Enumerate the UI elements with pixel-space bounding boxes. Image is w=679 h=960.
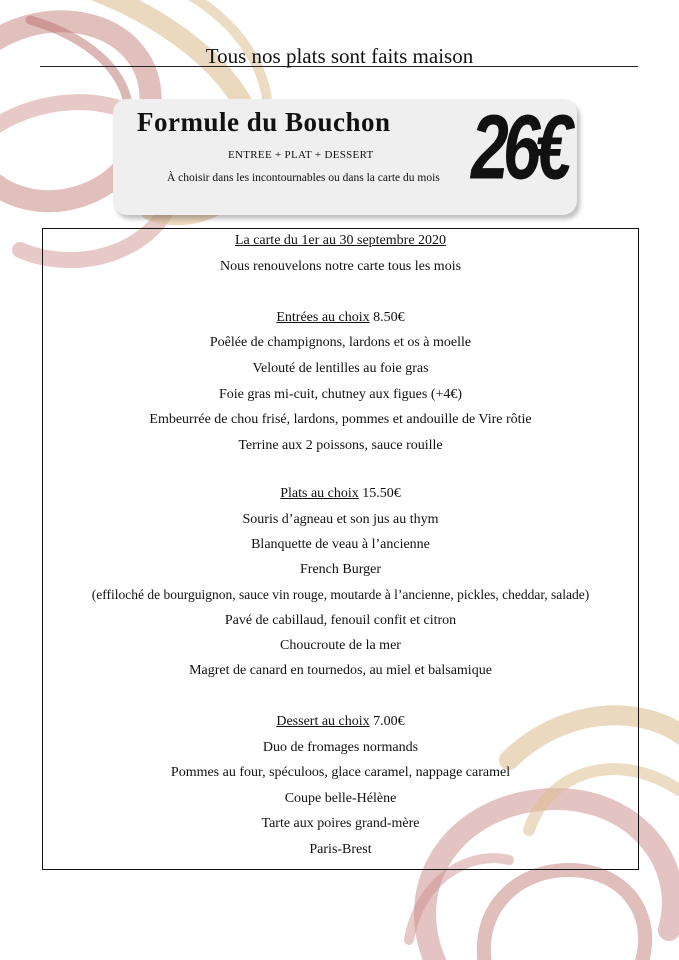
formule-subtitle: ENTREE + PLAT + DESSERT [228,149,374,161]
dessert-item: Paris-Brest [309,842,372,857]
dessert-item: Duo de fromages normands [262,740,419,755]
entree-item: Embeurrée de chou frisé, lardons, pommes et andouille de Vire rôtie [149,412,532,427]
desserts-price: 7.00€ [373,714,405,729]
entrees-heading: Entrées au choix [276,310,370,325]
plats-heading-line [43,485,638,503]
plats-heading: Plats au choix [280,486,359,501]
menu-header: La carte du 1er au 30 septembre 2020 [234,233,447,248]
plat-item: Souris d’agneau et son jus au thym [242,512,439,527]
formule-description: À choisir dans les incontournables ou dans la carte du mois [167,172,440,184]
desserts-heading-line [43,713,638,731]
plat-item: Choucroute de la mer [280,638,401,653]
menu-card [42,228,639,870]
entree-item: Terrine aux 2 poissons, sauce rouille [238,438,443,453]
plat-item: French Burger [300,562,381,577]
dessert-item: Pommes au four, spéculoos, glace caramel, nappage caramel [170,765,511,780]
entree-item: Foie gras mi-cuit, chutney aux figues (+4€) [218,387,463,402]
tagline: Tous nos plats sont faits maison [205,44,474,68]
menu-intro: Nous renouvelons notre carte tous les mois [219,259,462,274]
formule-title: Formule du Bouchon [137,107,391,137]
plat-item-detail: (effiloché de bourguignon, sauce vin rouge, moutarde à l’ancienne, pickles, cheddar, salade) [91,587,590,602]
plat-item: Magret de canard en tournedos, au miel et balsamique [189,663,492,678]
entrees-heading-line [43,309,638,327]
plat-item: Pavé de cabillaud, fenouil confit et citron [224,613,457,628]
plat-item: Blanquette de veau à l’ancienne [251,537,430,552]
tagline-rule [40,66,638,67]
plats-price: 15.50€ [362,486,401,501]
desserts-heading: Dessert au choix [276,714,370,729]
formule-price: 26€ [471,96,567,199]
dessert-item: Coupe belle-Hélène [284,791,397,806]
entree-item: Velouté de lentilles au foie gras [252,361,429,376]
entrees-price: 8.50€ [373,310,405,325]
dessert-item: Tarte aux poires grand-mère [261,816,420,831]
formule-box [113,96,577,215]
entree-item: Poêlée de champignons, lardons et os à moelle [209,335,472,350]
